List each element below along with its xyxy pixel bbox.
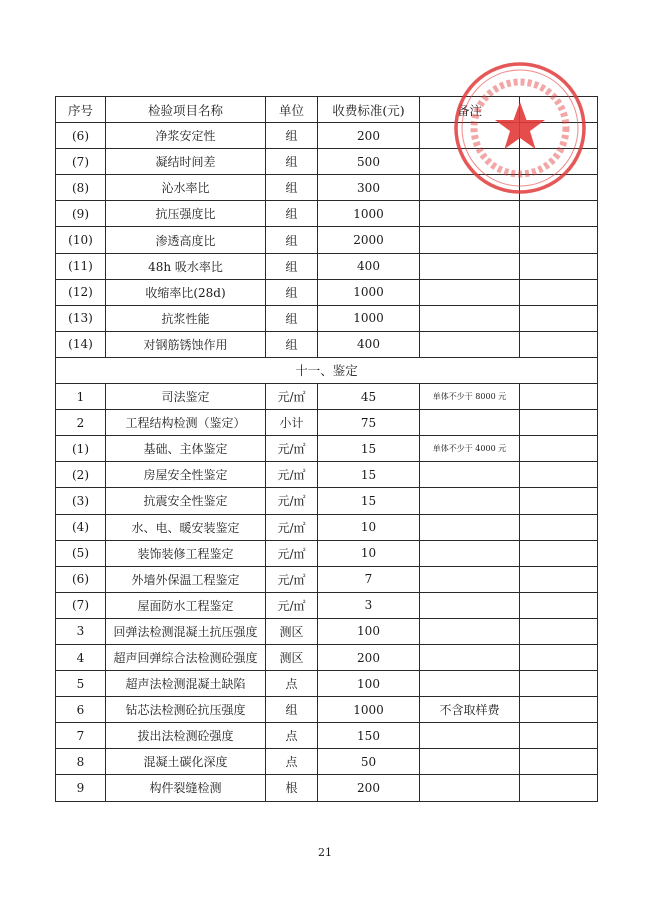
cell-name: 净浆安定性 [106, 123, 266, 149]
header-unit: 单位 [266, 97, 318, 123]
cell-blank [520, 618, 598, 644]
cell-name: 混凝土碳化深度 [106, 749, 266, 775]
cell-no: (9) [56, 201, 106, 227]
cell-blank [520, 175, 598, 201]
header-blank [520, 97, 598, 123]
cell-note: 不含取样费 [420, 697, 520, 723]
table-body-b [56, 384, 598, 802]
table-row [56, 749, 598, 775]
cell-fee: 45 [318, 384, 420, 410]
table-row [56, 149, 598, 175]
table-row [56, 331, 598, 357]
cell-name: 构件裂缝检测 [106, 775, 266, 801]
cell-no: (8) [56, 175, 106, 201]
cell-name: 屋面防水工程鉴定 [106, 592, 266, 618]
cell-note [420, 618, 520, 644]
cell-fee: 1000 [318, 697, 420, 723]
cell-blank [520, 644, 598, 670]
cell-note [420, 253, 520, 279]
header-note: 备注 [420, 97, 520, 123]
cell-blank [520, 775, 598, 801]
cell-blank [520, 253, 598, 279]
cell-name: 抗压强度比 [106, 201, 266, 227]
cell-unit: 点 [266, 723, 318, 749]
table-row [56, 462, 598, 488]
cell-note [420, 305, 520, 331]
cell-unit: 元/㎡ [266, 384, 318, 410]
cell-fee: 1000 [318, 201, 420, 227]
cell-no: 3 [56, 618, 106, 644]
table-row [56, 540, 598, 566]
cell-name: 抗震安全性鉴定 [106, 488, 266, 514]
cell-name: 拔出法检测砼强度 [106, 723, 266, 749]
cell-no: 6 [56, 697, 106, 723]
cell-unit: 组 [266, 253, 318, 279]
cell-note [420, 149, 520, 175]
table-row [56, 592, 598, 618]
fee-table [55, 96, 598, 802]
page-number: 21 [318, 846, 332, 859]
cell-no: (1) [56, 436, 106, 462]
table-row [56, 514, 598, 540]
cell-note [420, 749, 520, 775]
cell-no: (13) [56, 305, 106, 331]
cell-fee: 200 [318, 123, 420, 149]
cell-unit: 元/㎡ [266, 462, 318, 488]
cell-unit: 组 [266, 201, 318, 227]
table-row [56, 227, 598, 253]
cell-unit: 测区 [266, 644, 318, 670]
cell-blank [520, 123, 598, 149]
cell-fee: 1000 [318, 305, 420, 331]
cell-name: 房屋安全性鉴定 [106, 462, 266, 488]
cell-unit: 点 [266, 749, 318, 775]
cell-blank [520, 305, 598, 331]
cell-fee: 15 [318, 436, 420, 462]
cell-fee: 50 [318, 749, 420, 775]
cell-blank [520, 410, 598, 436]
cell-unit: 根 [266, 775, 318, 801]
table-row [56, 201, 598, 227]
cell-name: 回弹法检测混凝土抗压强度 [106, 618, 266, 644]
cell-unit: 组 [266, 227, 318, 253]
table-row [56, 618, 598, 644]
header-row [56, 97, 598, 123]
cell-note [420, 410, 520, 436]
cell-no: (11) [56, 253, 106, 279]
cell-fee: 200 [318, 775, 420, 801]
header-name: 检验项目名称 [106, 97, 266, 123]
cell-name: 对钢筋锈蚀作用 [106, 331, 266, 357]
cell-name: 收缩率比(28d) [106, 279, 266, 305]
cell-blank [520, 488, 598, 514]
header-no: 序号 [56, 97, 106, 123]
cell-no: 8 [56, 749, 106, 775]
cell-unit: 小计 [266, 410, 318, 436]
cell-blank [520, 149, 598, 175]
cell-blank [520, 462, 598, 488]
cell-unit: 元/㎡ [266, 592, 318, 618]
cell-fee: 500 [318, 149, 420, 175]
cell-name: 装饰装修工程鉴定 [106, 540, 266, 566]
table-row [56, 723, 598, 749]
cell-no: 4 [56, 644, 106, 670]
table-row [56, 697, 598, 723]
cell-name: 超声法检测混凝土缺陷 [106, 671, 266, 697]
cell-note [420, 775, 520, 801]
cell-no: (10) [56, 227, 106, 253]
cell-fee: 15 [318, 462, 420, 488]
cell-fee: 10 [318, 514, 420, 540]
cell-no: (4) [56, 514, 106, 540]
cell-blank [520, 697, 598, 723]
cell-note [420, 671, 520, 697]
cell-blank [520, 384, 598, 410]
cell-fee: 3 [318, 592, 420, 618]
cell-blank [520, 749, 598, 775]
cell-name: 水、电、暖安装鉴定 [106, 514, 266, 540]
cell-no: (2) [56, 462, 106, 488]
cell-blank [520, 671, 598, 697]
cell-name: 沁水率比 [106, 175, 266, 201]
table-row [56, 775, 598, 801]
cell-no: 9 [56, 775, 106, 801]
cell-fee: 2000 [318, 227, 420, 253]
cell-note [420, 488, 520, 514]
table-row [56, 253, 598, 279]
table-row [56, 305, 598, 331]
cell-no: (3) [56, 488, 106, 514]
cell-unit: 组 [266, 305, 318, 331]
cell-unit: 组 [266, 279, 318, 305]
cell-note [420, 462, 520, 488]
cell-note [420, 566, 520, 592]
cell-fee: 7 [318, 566, 420, 592]
cell-note: 单体不少于 4000 元 [420, 436, 520, 462]
cell-name: 司法鉴定 [106, 384, 266, 410]
table-row [56, 488, 598, 514]
cell-no: (7) [56, 149, 106, 175]
cell-unit: 元/㎡ [266, 488, 318, 514]
cell-note [420, 592, 520, 618]
cell-note [420, 279, 520, 305]
cell-unit: 测区 [266, 618, 318, 644]
cell-unit: 点 [266, 671, 318, 697]
cell-fee: 400 [318, 253, 420, 279]
table-row [56, 671, 598, 697]
cell-fee: 75 [318, 410, 420, 436]
cell-note [420, 331, 520, 357]
cell-blank [520, 436, 598, 462]
cell-name: 工程结构检测（鉴定） [106, 410, 266, 436]
table-row [56, 279, 598, 305]
cell-note [420, 123, 520, 149]
cell-name: 48h 吸水率比 [106, 253, 266, 279]
cell-blank [520, 566, 598, 592]
cell-unit: 组 [266, 123, 318, 149]
cell-no: (14) [56, 331, 106, 357]
header-fee: 收费标准(元) [318, 97, 420, 123]
table-row [56, 123, 598, 149]
cell-unit: 元/㎡ [266, 566, 318, 592]
cell-fee: 100 [318, 618, 420, 644]
cell-no: (7) [56, 592, 106, 618]
cell-note [420, 227, 520, 253]
cell-name: 基础、主体鉴定 [106, 436, 266, 462]
cell-unit: 元/㎡ [266, 540, 318, 566]
cell-blank [520, 723, 598, 749]
cell-note [420, 201, 520, 227]
cell-no: 7 [56, 723, 106, 749]
cell-no: (6) [56, 566, 106, 592]
cell-no: (5) [56, 540, 106, 566]
cell-note [420, 514, 520, 540]
cell-unit: 元/㎡ [266, 436, 318, 462]
cell-no: 5 [56, 671, 106, 697]
table-row [56, 566, 598, 592]
cell-no: (12) [56, 279, 106, 305]
section-row [56, 357, 598, 383]
cell-fee: 150 [318, 723, 420, 749]
cell-note [420, 175, 520, 201]
section-body [56, 357, 598, 383]
cell-note [420, 540, 520, 566]
table-row [56, 436, 598, 462]
cell-blank [520, 201, 598, 227]
cell-fee: 10 [318, 540, 420, 566]
table-row [56, 384, 598, 410]
table-row [56, 175, 598, 201]
table-row [56, 644, 598, 670]
cell-blank [520, 540, 598, 566]
cell-name: 渗透高度比 [106, 227, 266, 253]
cell-blank [520, 331, 598, 357]
cell-no: (6) [56, 123, 106, 149]
cell-blank [520, 514, 598, 540]
cell-fee: 100 [318, 671, 420, 697]
cell-unit: 组 [266, 149, 318, 175]
cell-unit: 元/㎡ [266, 514, 318, 540]
cell-note [420, 644, 520, 670]
cell-name: 凝结时间差 [106, 149, 266, 175]
cell-blank [520, 279, 598, 305]
cell-fee: 400 [318, 331, 420, 357]
cell-note: 单体不少于 8000 元 [420, 384, 520, 410]
cell-unit: 组 [266, 331, 318, 357]
table-row [56, 410, 598, 436]
section-title: 十一、鉴定 [56, 357, 598, 383]
cell-blank [520, 592, 598, 618]
cell-blank [520, 227, 598, 253]
cell-unit: 组 [266, 175, 318, 201]
table-body-a [56, 123, 598, 358]
cell-name: 钻芯法检测砼抗压强度 [106, 697, 266, 723]
cell-unit: 组 [266, 697, 318, 723]
cell-name: 抗浆性能 [106, 305, 266, 331]
cell-note [420, 723, 520, 749]
cell-name: 外墙外保温工程鉴定 [106, 566, 266, 592]
cell-no: 2 [56, 410, 106, 436]
cell-fee: 1000 [318, 279, 420, 305]
cell-fee: 15 [318, 488, 420, 514]
cell-fee: 300 [318, 175, 420, 201]
cell-no: 1 [56, 384, 106, 410]
cell-name: 超声回弹综合法检测砼强度 [106, 644, 266, 670]
cell-fee: 200 [318, 644, 420, 670]
